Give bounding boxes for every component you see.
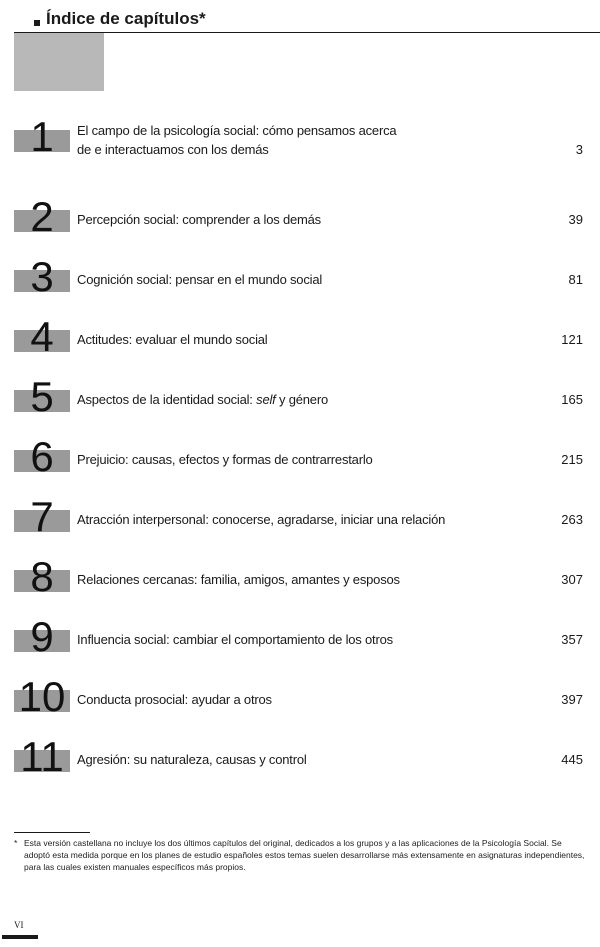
chapter-title-after: y género (275, 392, 328, 407)
chapter-entry-8[interactable] (0, 553, 600, 600)
page-title: Índice de capítulos* (46, 9, 206, 28)
footnote-divider (14, 832, 90, 833)
chapter-page: 165 (561, 392, 583, 407)
chapter-page: 445 (561, 752, 583, 767)
chapter-title[interactable]: Relaciones cercanas: familia, amigos, amantes y esposos (77, 572, 400, 587)
chapter-number: 5 (30, 373, 54, 420)
chapter-page: 3 (575, 142, 583, 157)
chapter-entry-3[interactable] (0, 253, 600, 300)
chapter-title[interactable]: Influencia social: cambiar el comportamiento de los otros (77, 632, 393, 647)
chapter-number: 9 (30, 613, 54, 660)
chapter-number: 3 (30, 253, 54, 300)
chapter-entry-11[interactable] (0, 733, 600, 780)
footnote-text: Esta versión castellana no incluye los dos últimos capítulos del original, dedicados a los grupos y a las aplicaciones de la Psicología Social. Se adoptó esta medida porque en los planes de estudio españoles estos temas suelen desarrollarse más extensamente en asignaturas independientes, para las cuales existen manuales específicos más propios. (24, 838, 585, 872)
page-number: VI (14, 920, 24, 930)
chapter-title[interactable]: Conducta prosocial: ayudar a otros (77, 692, 272, 707)
page-number-bar (2, 935, 38, 939)
chapter-page: 81 (568, 272, 583, 287)
footnote-mark: * (14, 838, 18, 848)
chapter-entry-4[interactable] (0, 313, 600, 360)
chapter-number: 10 (18, 673, 66, 720)
chapter-number: 8 (30, 553, 54, 600)
chapter-title[interactable]: Percepción social: comprender a los demás (77, 212, 321, 227)
chapter-number: 7 (30, 493, 54, 540)
chapter-entry-10[interactable] (0, 673, 600, 720)
chapter-entry-7[interactable] (0, 493, 600, 540)
chapter-title[interactable] (77, 121, 396, 159)
chapter-title-line-1: El campo de la psicología social: cómo pensamos acerca (77, 123, 397, 138)
chapter-number: 6 (30, 433, 54, 480)
chapter-page: 357 (561, 632, 583, 647)
chapter-entry-9[interactable] (0, 613, 600, 660)
chapter-title[interactable]: Atracción interpersonal: conocerse, agradarse, iniciar una relación (77, 512, 446, 527)
chapter-page: 121 (561, 332, 583, 347)
chapter-entry-6[interactable] (0, 433, 600, 480)
chapter-title[interactable]: Prejuicio: causas, efectos y formas de contrarrestarlo (77, 452, 373, 467)
chapter-title-emphasis: self (256, 392, 276, 407)
chapter-page: 215 (561, 452, 583, 467)
chapter-number: 2 (30, 193, 54, 240)
chapter-title-before: Aspectos de la identidad social: (77, 392, 257, 407)
chapter-page: 39 (568, 212, 583, 227)
chapter-number: 11 (20, 733, 64, 780)
chapter-title[interactable]: Actitudes: evaluar el mundo social (77, 332, 268, 347)
chapter-number: 4 (30, 313, 54, 360)
chapter-entry-5[interactable] (0, 373, 600, 420)
chapter-title[interactable] (77, 390, 328, 409)
footnote (14, 837, 586, 873)
chapter-page: 263 (561, 512, 583, 527)
chapter-page: 397 (561, 692, 583, 707)
chapter-title[interactable]: Cognición social: pensar en el mundo social (77, 272, 323, 287)
chapter-title-line-2: de e interactuamos con los demás (77, 142, 269, 157)
chapter-number: 1 (30, 113, 54, 160)
chapter-entry-1[interactable] (0, 113, 600, 160)
chapter-page: 307 (561, 572, 583, 587)
chapter-entry-2[interactable] (0, 193, 600, 240)
chapter-title[interactable]: Agresión: su naturaleza, causas y control (77, 752, 307, 767)
